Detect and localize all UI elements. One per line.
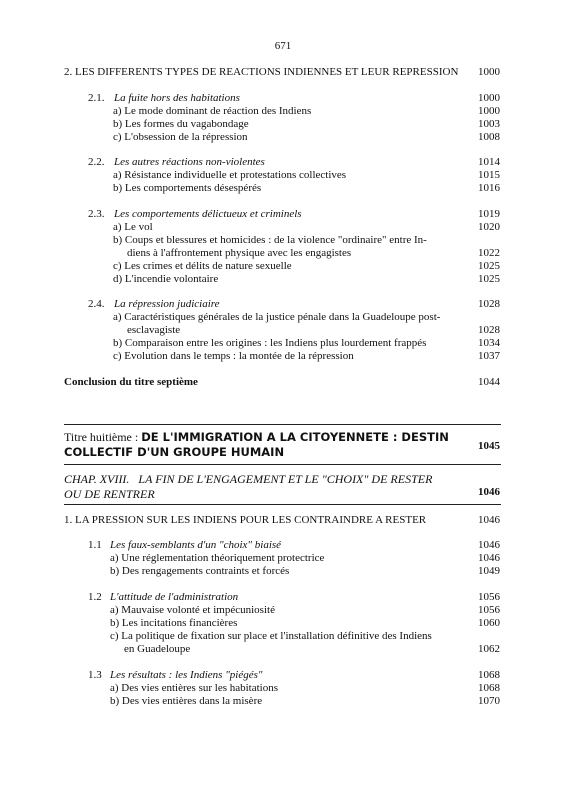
subsection-num: 2.3. — [88, 208, 105, 220]
toc-item-page: 1025 — [478, 273, 500, 285]
toc-item: b) Comparaison entre les origines : les Indiens plus lourdement frappés — [113, 337, 427, 349]
chapter-page: 1046 — [478, 486, 500, 498]
chapter-heading — [64, 472, 454, 502]
divider — [64, 464, 501, 465]
toc-item: b) Les comportements désespérés — [113, 182, 262, 194]
toc-item-page: 1015 — [478, 169, 500, 181]
toc-item-page: 1049 — [478, 565, 500, 577]
toc-item-page: 1062 — [478, 643, 500, 655]
toc-item: c) Evolution dans le temps : la montée de la répression — [113, 350, 354, 362]
toc-item: b) Les incitations financières — [110, 617, 238, 629]
chapter-title-line2: OU DE RENTRER — [64, 487, 155, 501]
subsection-page: 1056 — [478, 591, 500, 603]
page-number: 671 — [274, 40, 292, 52]
toc-item-page: 1028 — [478, 324, 500, 336]
toc-item: d) L'incendie volontaire — [113, 273, 219, 285]
toc-item: a) Le mode dominant de réaction des Indiens — [113, 105, 312, 117]
section-2-page: 1000 — [478, 66, 500, 78]
toc-item: b) Des vies entières dans la misère — [110, 695, 263, 707]
titre-prefix: Titre huitième : — [64, 430, 139, 444]
divider — [64, 424, 501, 425]
section-1-page: 1046 — [478, 514, 500, 526]
toc-item-line2: esclavagiste — [127, 324, 181, 336]
titre-heading — [64, 430, 459, 460]
divider — [64, 504, 501, 505]
chapter-title-line1: CHAP. XVIII. LA FIN DE L'ENGAGEMENT ET LE "CHOIX" DE RESTER — [64, 472, 433, 486]
subsection-title: La fuite hors des habitations — [114, 92, 240, 104]
toc-item-page: 1037 — [478, 350, 500, 362]
toc-item-line1: b) Coups et blessures et homicides : de la violence "ordinaire" entre In- — [113, 234, 427, 246]
subsection-title: La répression judiciaire — [114, 298, 220, 310]
subsection-title: Les autres réactions non-violentes — [114, 156, 265, 168]
subsection-title: L'attitude de l'administration — [110, 591, 239, 603]
titre-title-line1: DE L'IMMIGRATION A LA CITOYENNETE : DESTIN — [141, 430, 449, 444]
toc-item: a) Des vies entières sur les habitations — [110, 682, 279, 694]
subsection-num: 1.2 — [88, 591, 102, 603]
subsection-num: 2.2. — [88, 156, 105, 168]
titre-title-line2: COLLECTIF D'UN GROUPE HUMAIN — [64, 445, 285, 459]
titre-page: 1045 — [478, 440, 500, 452]
subsection-page: 1046 — [478, 539, 500, 551]
toc-item: a) Le vol — [113, 221, 153, 233]
subsection-title: Les résultats : les Indiens "piégés" — [110, 669, 263, 681]
subsection-page: 1028 — [478, 298, 500, 310]
toc-item: c) L'obsession de la répression — [113, 131, 248, 143]
conclusion-page: 1044 — [478, 376, 500, 388]
toc-item-page: 1060 — [478, 617, 500, 629]
subsection-num: 1.3 — [88, 669, 102, 681]
toc-item-line1: a) Caractéristiques générales de la justice pénale dans la Guadeloupe post- — [113, 311, 441, 323]
subsection-num: 2.1. — [88, 92, 105, 104]
section-2-title: 2. LES DIFFERENTS TYPES DE REACTIONS INDIENNES ET LEUR REPRESSION — [64, 66, 459, 78]
toc-item-page: 1016 — [478, 182, 500, 194]
toc-item-line2: en Guadeloupe — [124, 643, 191, 655]
toc-item: a) Résistance individuelle et protestations collectives — [113, 169, 347, 181]
subsection-page: 1014 — [478, 156, 500, 168]
toc-item: b) Des rengagements contraints et forcés — [110, 565, 290, 577]
toc-item-page: 1046 — [478, 552, 500, 564]
subsection-page: 1000 — [478, 92, 500, 104]
toc-item-line1: c) La politique de fixation sur place et l'installation définitive des Indiens — [110, 630, 432, 642]
subsection-num: 2.4. — [88, 298, 105, 310]
toc-item-page: 1025 — [478, 260, 500, 272]
toc-item-page: 1008 — [478, 131, 500, 143]
toc-item-page: 1068 — [478, 682, 500, 694]
toc-item-page: 1000 — [478, 105, 500, 117]
subsection-page: 1019 — [478, 208, 500, 220]
conclusion-title: Conclusion du titre septième — [64, 376, 198, 388]
toc-item: a) Mauvaise volonté et impécuniosité — [110, 604, 275, 616]
toc-item-page: 1022 — [478, 247, 500, 259]
toc-item: c) Les crimes et délits de nature sexuelle — [113, 260, 292, 272]
toc-item-page: 1003 — [478, 118, 500, 130]
section-1-title: 1. LA PRESSION SUR LES INDIENS POUR LES CONTRAINDRE A RESTER — [64, 514, 427, 526]
subsection-title: Les comportements délictueux et criminels — [114, 208, 302, 220]
toc-item-page: 1056 — [478, 604, 500, 616]
toc-item-page: 1070 — [478, 695, 500, 707]
subsection-page: 1068 — [478, 669, 500, 681]
subsection-num: 1.1 — [88, 539, 102, 551]
toc-item: b) Les formes du vagabondage — [113, 118, 249, 130]
toc-item: a) Une réglementation théoriquement protectrice — [110, 552, 325, 564]
toc-item-line2: diens à l'affrontement physique avec les engagistes — [127, 247, 352, 259]
toc-item-page: 1034 — [478, 337, 500, 349]
toc-item-page: 1020 — [478, 221, 500, 233]
subsection-title: Les faux-semblants d'un "choix" biaisé — [110, 539, 282, 551]
